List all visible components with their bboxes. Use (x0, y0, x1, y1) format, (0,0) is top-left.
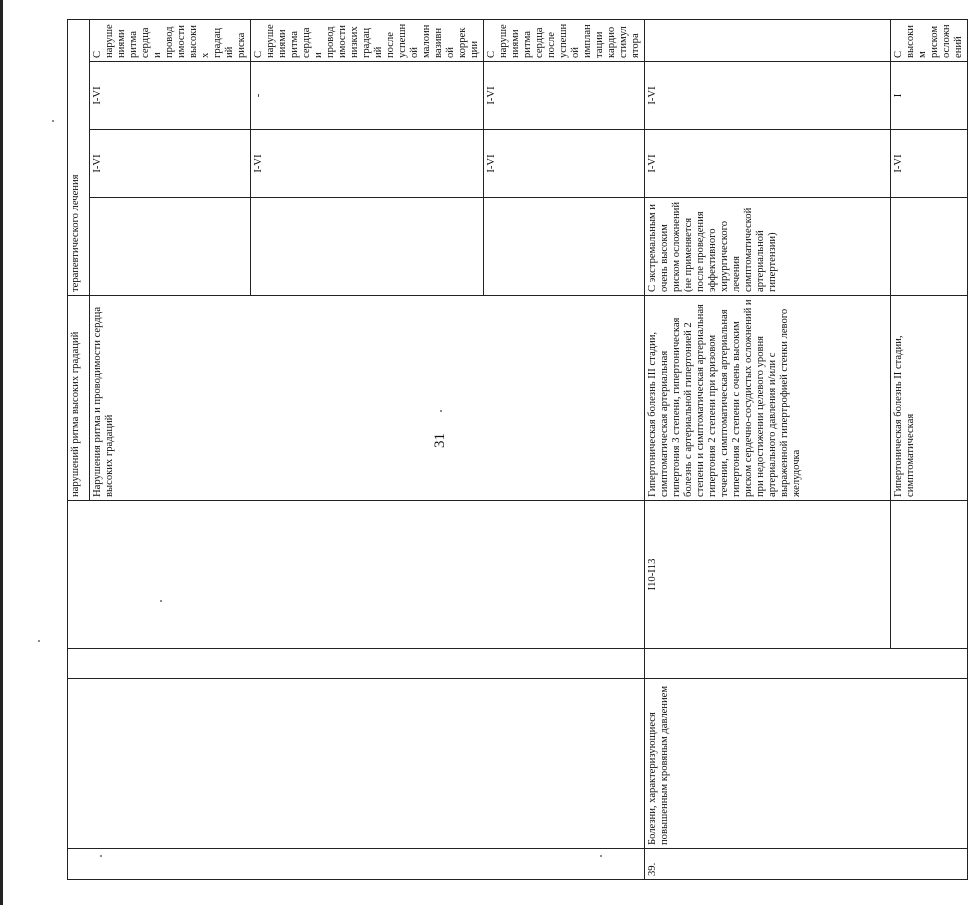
cell-r1-c6 (90, 198, 251, 296)
scan-speck (160, 600, 162, 602)
cell-r39-c7: I-VI (645, 130, 891, 198)
cell-disease-name: Болезни, характеризующиеся повышенным кровяным давлением (645, 679, 968, 849)
cell-disease-top (68, 679, 645, 849)
scan-speck (600, 855, 602, 857)
cell-r2-c8: - (251, 62, 484, 130)
cell-r2-c6 (251, 198, 484, 296)
cell-r1-note: С нарушениями ритма сердца и проводимости высоких градаций риска (90, 20, 251, 62)
table-row (68, 20, 90, 880)
table-container (67, 20, 964, 880)
page-number: 31 (432, 433, 448, 448)
cell-last-note: С высоким риском осложнений (891, 20, 968, 62)
cell-last-c6 (891, 198, 968, 296)
scan-speck (440, 410, 442, 412)
cell-icd-code: I10-I13 (645, 501, 891, 649)
cell-r39-c8: I-VI (645, 62, 891, 130)
cell-num-top (68, 849, 645, 880)
cell-separator (645, 649, 968, 679)
cell-r1-c8: I-VI (90, 62, 251, 130)
cell-treatment-top: терапевтического лечения (68, 20, 90, 296)
cell-last-c7: I-VI (891, 130, 968, 198)
cell-r1-c7: I-VI (90, 130, 251, 198)
cell-r39-note (645, 20, 891, 62)
cell-row-number: 39. (645, 849, 968, 880)
scan-speck (52, 120, 54, 122)
cell-code-top (68, 501, 645, 649)
cell-last-code (891, 501, 968, 649)
cell-r2-note: С нарушениями ритма сердца и проводимости низких градаций после успешной малоинвазивной коррекции (251, 20, 484, 62)
scan-speck (38, 640, 40, 642)
cell-hypertension-form: Гипертоническая болезнь III стадии, симптоматическая артериальная гипертония 3 степени, гипертоническая болезнь с артериальной гипертонией 2 степени и симптоматическая артериальная гипертония 2 степени при кризовом течении, симптоматическая артериальная гипертония 2 степени с очень высоким риском сердечно-сосудистых осложнений и при недостижении целевого уровня артериального давления и/или с выраженной гипертрофией стенки левого желудочка (645, 296, 891, 501)
table-row (645, 20, 891, 880)
cell-arrhythmia-form: Нарушения ритма и проводимости сердца высоких градаций (90, 296, 645, 501)
cell-last-c8: I (891, 62, 968, 130)
document-table (67, 19, 968, 880)
scan-speck (100, 855, 102, 857)
cell-separator-top (68, 649, 645, 679)
scan-edge (0, 0, 3, 905)
cell-r3-c8: I-VI (484, 62, 645, 130)
cell-r3-note: С нарушениями ритма сердца после успешной имплантации кардиостимулятора (484, 20, 645, 62)
cell-r3-c6 (484, 198, 645, 296)
cell-form-top: нарушений ритма высоких градаций (68, 296, 90, 501)
cell-r3-c7: I-VI (484, 130, 645, 198)
cell-r2-c7: I-VI (251, 130, 484, 198)
cell-last-form: Гипертоническая болезнь II стадии, симптоматическая (891, 296, 968, 501)
cell-hypertension-risk: С экстремальным и очень высоким риском осложнений (не применяется после проведения эффективного хирургического лечения симптоматической артериальной гипертензии) (645, 198, 891, 296)
